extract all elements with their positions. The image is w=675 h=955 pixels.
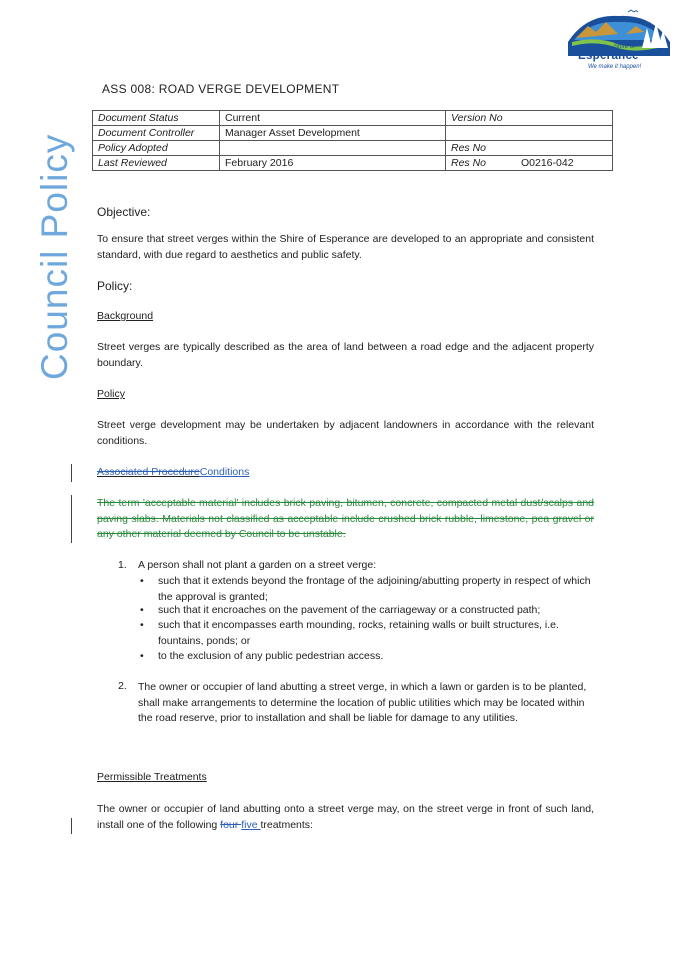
change-bar [71,818,72,834]
list-item: such that it encompasses earth mounding, rocks, retaining walls or built structures, i.e. fountains, ponds; or [158,619,559,647]
logo-name: Esperance [578,50,639,62]
logo-tagline: We make it happen! [588,64,642,70]
conditions-heading [97,466,249,478]
table-cell-value [220,141,446,156]
table-cell-value: Current [220,111,446,126]
table-cell-label: Last Reviewed [93,156,220,171]
list-item: such that it encroaches on the pavement of the carriageway or a constructed path; [158,604,541,616]
table-cell-value: O0216-042 [516,156,613,171]
permissible-text-after: treatments: [260,818,313,831]
bullet-icon: • [140,575,144,587]
deleted-text: Associated Procedure [97,466,200,478]
list-item-text: A person shall not plant a garden on a street verge: [138,559,377,571]
table-cell-label: Document Status [93,111,220,126]
table-cell-label: Policy Adopted [93,141,220,156]
table-row [93,111,613,126]
objective-heading: Objective: [97,205,151,219]
side-banner-council-policy: Council Policy [34,133,75,380]
table-cell-value [516,141,613,156]
policy-subheading: Policy [97,388,126,400]
list-number: 2. [118,680,127,692]
permissible-text-before: The owner or occupier of land abutting onto a street verge may, on the street verge in front of such land, install one of the following [97,803,594,831]
table-row [93,126,613,141]
inserted-text: five [241,818,261,831]
list-item: to the exclusion of any public pedestrian access. [158,650,384,662]
table-cell-value: Manager Asset Development [220,126,446,141]
list-number: 1. [118,559,127,571]
permissible-heading: Permissible Treatments [97,771,207,783]
bullet-icon: • [140,604,144,616]
table-cell-label: Version No [446,111,517,126]
background-heading: Background [97,310,154,322]
bullet-icon: • [140,650,144,662]
table-cell-label: Res No [446,141,517,156]
table-cell-value: February 2016 [220,156,446,171]
table-cell-label: Res No [446,156,517,171]
shire-logo-icon [566,8,672,72]
list-item-text: The owner or occupier of land abutting a street verge, in which a lawn or garden is to be planted, shall make arrangements to determine the location of public utilities which may be located within the road reserve, prior to installation and shall be liable for damage to any utilities. [138,681,587,724]
permissible-text [97,802,594,833]
table-row [93,141,613,156]
deleted-paragraph: The term 'acceptable material' includes brick paving, bitumen, concrete, compacted metal dust/scalps and paving slabs. Materials not classified as acceptable include crushed brick rubble, limestone, pea gravel or any other material deemed by Council to be unstable. [97,497,594,540]
logo-shire-of: Shire of [614,44,635,50]
background-text: Street verges are typically described as the area of land between a road edge and the adjacent property boundary. [97,341,594,369]
list-item: such that it extends beyond the frontage of the adjoining/abutting property in respect of which the approval is granted; [158,575,591,603]
deleted-text: four [220,818,242,831]
objective-text: To ensure that street verges within the Shire of Esperance are developed to an appropriate and consistent standard, with due regard to aesthetics and public safety. [97,233,594,261]
document-info-table [92,110,613,171]
inserted-text: Conditions [199,466,250,478]
table-cell-value [516,111,613,126]
table-cell-label: Document Controller [93,126,220,141]
policy-heading: Policy: [97,279,133,293]
table-row [93,156,613,171]
document-title: ASS 008: ROAD VERGE DEVELOPMENT [102,82,340,96]
table-cell-label [446,126,517,141]
change-bar [71,495,72,543]
bullet-icon: • [140,619,144,631]
change-bar [71,464,72,482]
policy-text: Street verge development may be undertaken by adjacent landowners in accordance with the relevant conditions. [97,419,594,447]
table-cell-value [516,126,613,141]
